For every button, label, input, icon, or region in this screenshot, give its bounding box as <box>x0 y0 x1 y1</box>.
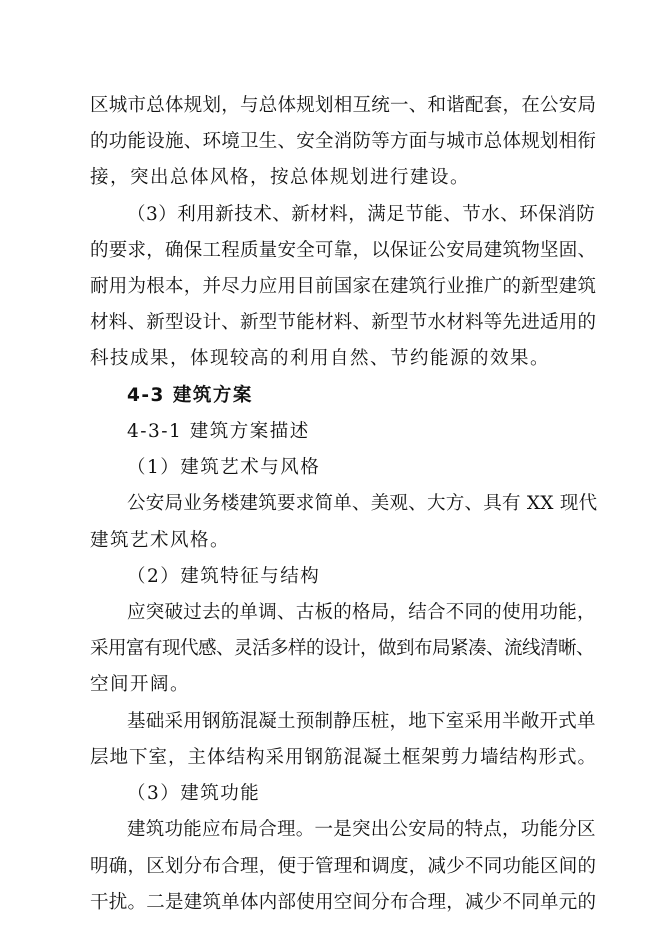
paragraph-line: 接，突出总体风格，按总体规划进行建设。 <box>90 167 471 188</box>
paragraph-line: 干扰。二是建筑单体内部使用空间分布合理，减少不同单元的 <box>90 892 597 913</box>
paragraph-line: 区城市总体规划，与总体规划相互统一、和谐配套，在公安局 <box>90 95 597 116</box>
subsection-heading: 4-3-1 建筑方案描述 <box>127 421 310 442</box>
paragraph-line: 建筑艺术风格。 <box>90 530 231 551</box>
paragraph-line: 层地下室，主体结构采用钢筋混凝土框架剪力墙结构形式。 <box>90 747 598 768</box>
paragraph-line: 耐用为根本，并尽力应用目前国家在建筑行业推广的新型建筑 <box>90 276 597 297</box>
paragraph-line: 基础采用钢筋混凝土预制静压桩，地下室采用半敞开式单 <box>127 711 596 732</box>
paragraph-line: 的要求，确保工程质量安全可靠，以保证公安局建筑物坚固、 <box>90 240 597 261</box>
item-heading: （1）建筑艺术与风格 <box>127 457 321 478</box>
section-heading: 4-3 建筑方案 <box>127 385 253 406</box>
paragraph-line: 明确，区划分布合理，便于管理和调度，减少不同功能区间的 <box>90 856 597 877</box>
paragraph-line: （3）利用新技术、新材料，满足节能、节水、环保消防 <box>127 204 596 225</box>
item-heading: （2）建筑特征与结构 <box>127 566 321 587</box>
paragraph-line: 科技成果，体现较高的利用自然、节约能源的效果。 <box>90 348 551 369</box>
paragraph-line: 空间开阔。 <box>90 674 191 695</box>
paragraph-line: 公安局业务楼建筑要求简单、美观、大方、具有 XX 现代 <box>127 493 598 514</box>
item-heading: （3）建筑功能 <box>127 783 261 804</box>
paragraph-line: 的功能设施、环境卫生、安全消防等方面与城市总体规划相衔 <box>90 131 597 152</box>
paragraph-line: 采用富有现代感、灵活多样的设计，做到布局紧凑、流线清晰、 <box>90 638 595 659</box>
paragraph-line: 建筑功能应布局合理。一是突出公安局的特点，功能分区 <box>127 819 596 840</box>
paragraph-line: 应突破过去的单调、古板的格局，结合不同的使用功能， <box>127 602 596 623</box>
paragraph-line: 材料、新型设计、新型节能材料、新型节水材料等先进适用的 <box>90 312 597 333</box>
